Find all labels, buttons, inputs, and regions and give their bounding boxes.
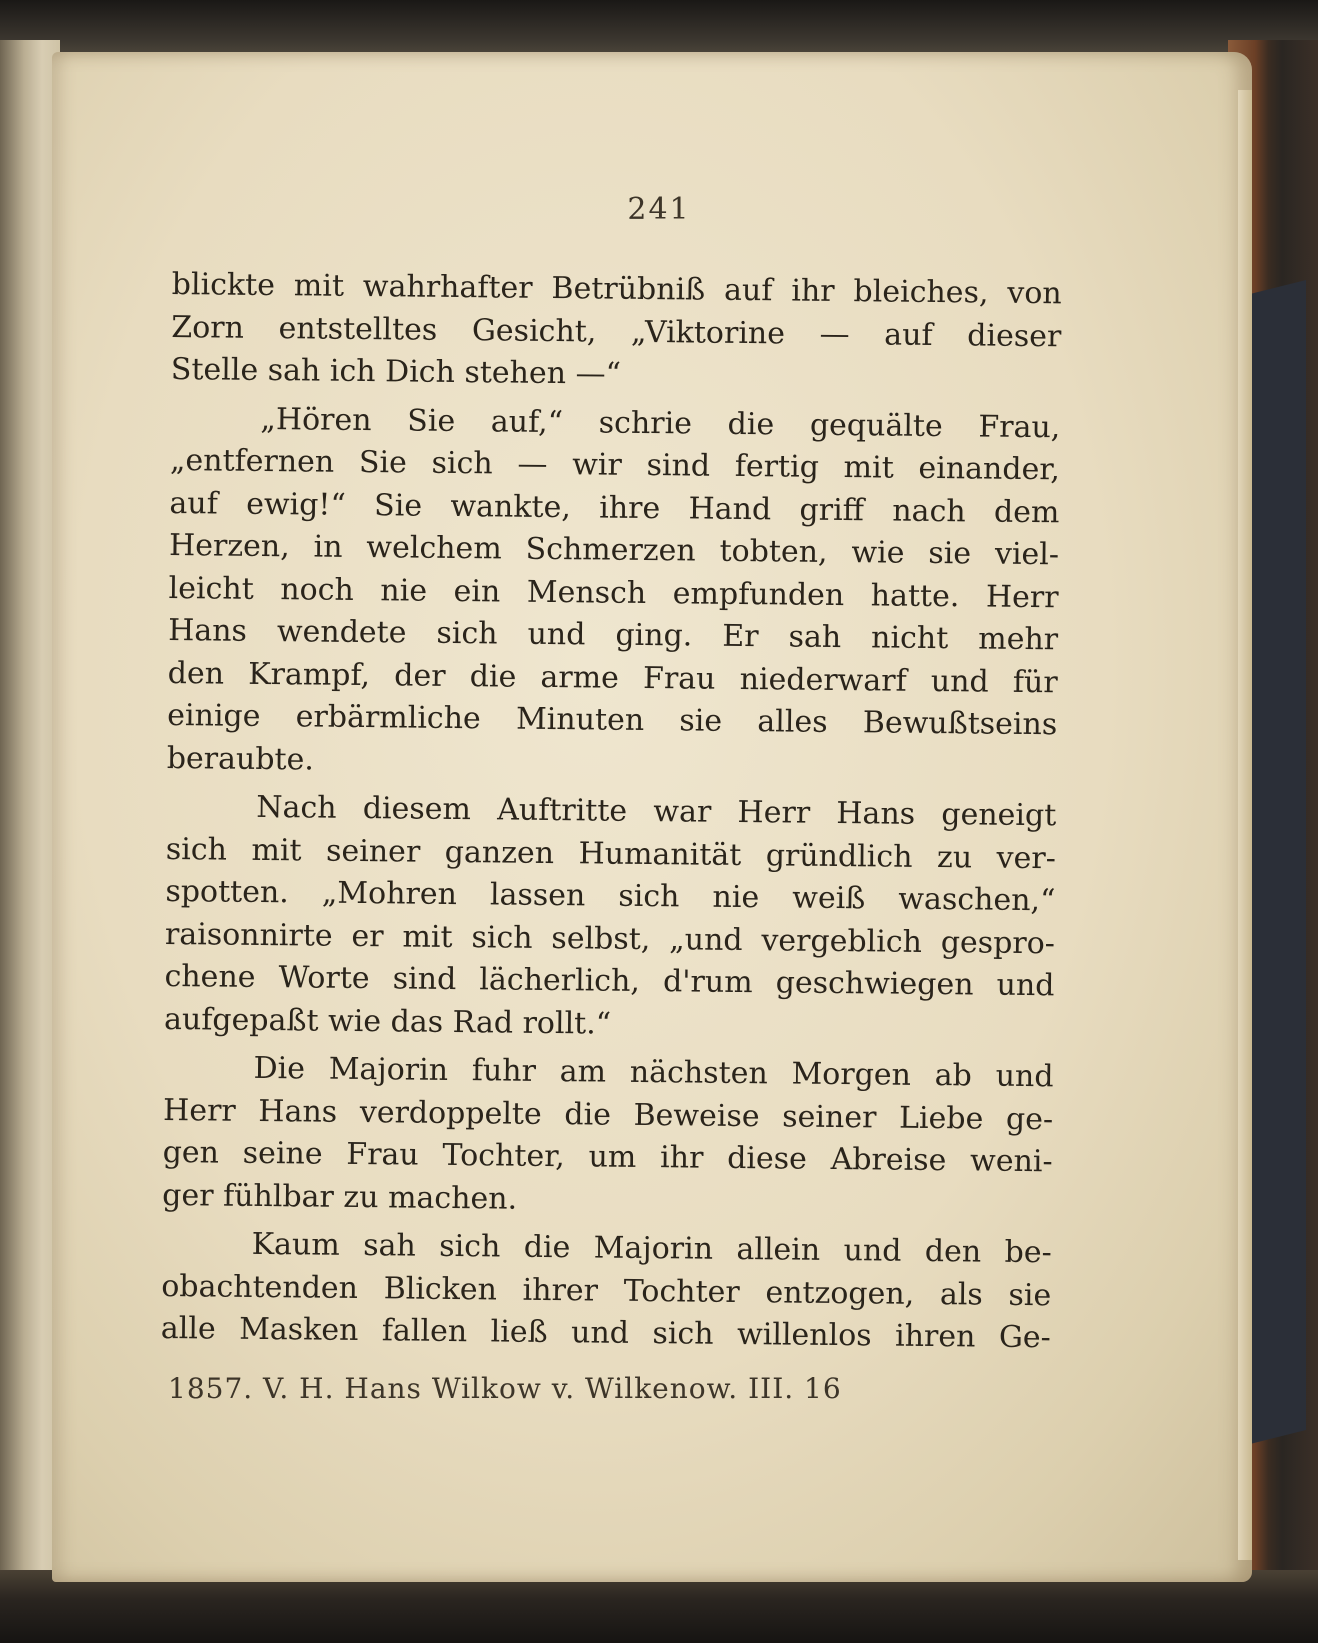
page-number: 241 xyxy=(627,192,691,227)
facing-page-edge xyxy=(0,40,60,1610)
paragraph xyxy=(164,786,1057,1050)
text-line: Herzen, in welchem Schmerzen tobten, wie sie viel- xyxy=(168,527,1060,573)
text-line: Nach diesem Auftritte war Herr Hans geneigt xyxy=(256,789,1057,834)
text-line: Hans wendete sich und ging. Er sah nicht mehr xyxy=(167,612,1059,658)
text-line: obachtenden Blicken ihrer Tochter entzogen, als sie xyxy=(161,1268,1052,1313)
paragraph xyxy=(171,264,1062,401)
text-line: sich mit seiner ganzen Humanität gründlich zu ver- xyxy=(165,831,1057,876)
text-line: aufgepaßt wie das Rad rollt.“ xyxy=(163,1001,612,1042)
text-line: leicht noch nie ein Mensch empfunden hatte. Herr xyxy=(168,570,1059,615)
text-line: Die Majorin fuhr am nächsten Morgen ab und xyxy=(253,1050,1054,1095)
page-edge xyxy=(1238,90,1252,1560)
text-line: Zorn entstelltes Gesicht, „Viktorine — auf dieser xyxy=(171,309,1062,354)
text-line: „entfernen Sie sich — wir sind fertig mit einander, xyxy=(169,442,1061,488)
text-line: einige erbärmliche Minuten sie alles Bewußtseins xyxy=(167,697,1058,743)
text-line: blickte mit wahrhafter Betrübniß auf ihr bleiches, von xyxy=(171,266,1062,312)
text-line: den Krampf, der die arme Frau niederwarf und für xyxy=(167,655,1058,700)
text-line: auf ewig!“ Sie wankte, ihre Hand griff nach dem xyxy=(169,485,1060,530)
text-line: Herr Hans verdoppelte die Beweise seiner Liebe ge- xyxy=(162,1092,1054,1137)
text-line: Stelle sah ich Dich stehen —“ xyxy=(170,351,622,392)
text-line: chene Worte sind lächerlich, d'rum geschwiegen und xyxy=(164,958,1055,1004)
text-line: gen seine Frau Tochter, um ihr diese Abreise weni- xyxy=(162,1134,1053,1180)
text-line: ger fühlbar zu machen. xyxy=(162,1177,518,1217)
text-line: beraubte. xyxy=(166,740,315,778)
cover-leather-strip xyxy=(1248,280,1306,1444)
paragraph xyxy=(167,397,1061,789)
paragraph xyxy=(161,1223,1052,1360)
page-body-text xyxy=(161,264,1062,1366)
text-line: „Hören Sie auf,“ schrie die gequälte Frau, xyxy=(260,401,1061,445)
page-footer-signature: 1857. V. H. Hans Wilkow v. Wilkenow. III. 16 xyxy=(168,1372,842,1405)
text-line: spotten. „Mohren lassen sich nie weiß waschen,“ xyxy=(165,873,1056,919)
text-line: alle Masken fallen ließ und sich willenlos ihren Ge- xyxy=(160,1310,1051,1356)
text-line: Kaum sah sich die Majorin allein und den be- xyxy=(251,1226,1052,1271)
text-line: raisonnirte er mit sich selbst, „und vergeblich gespro- xyxy=(164,916,1056,961)
paragraph xyxy=(162,1047,1054,1226)
